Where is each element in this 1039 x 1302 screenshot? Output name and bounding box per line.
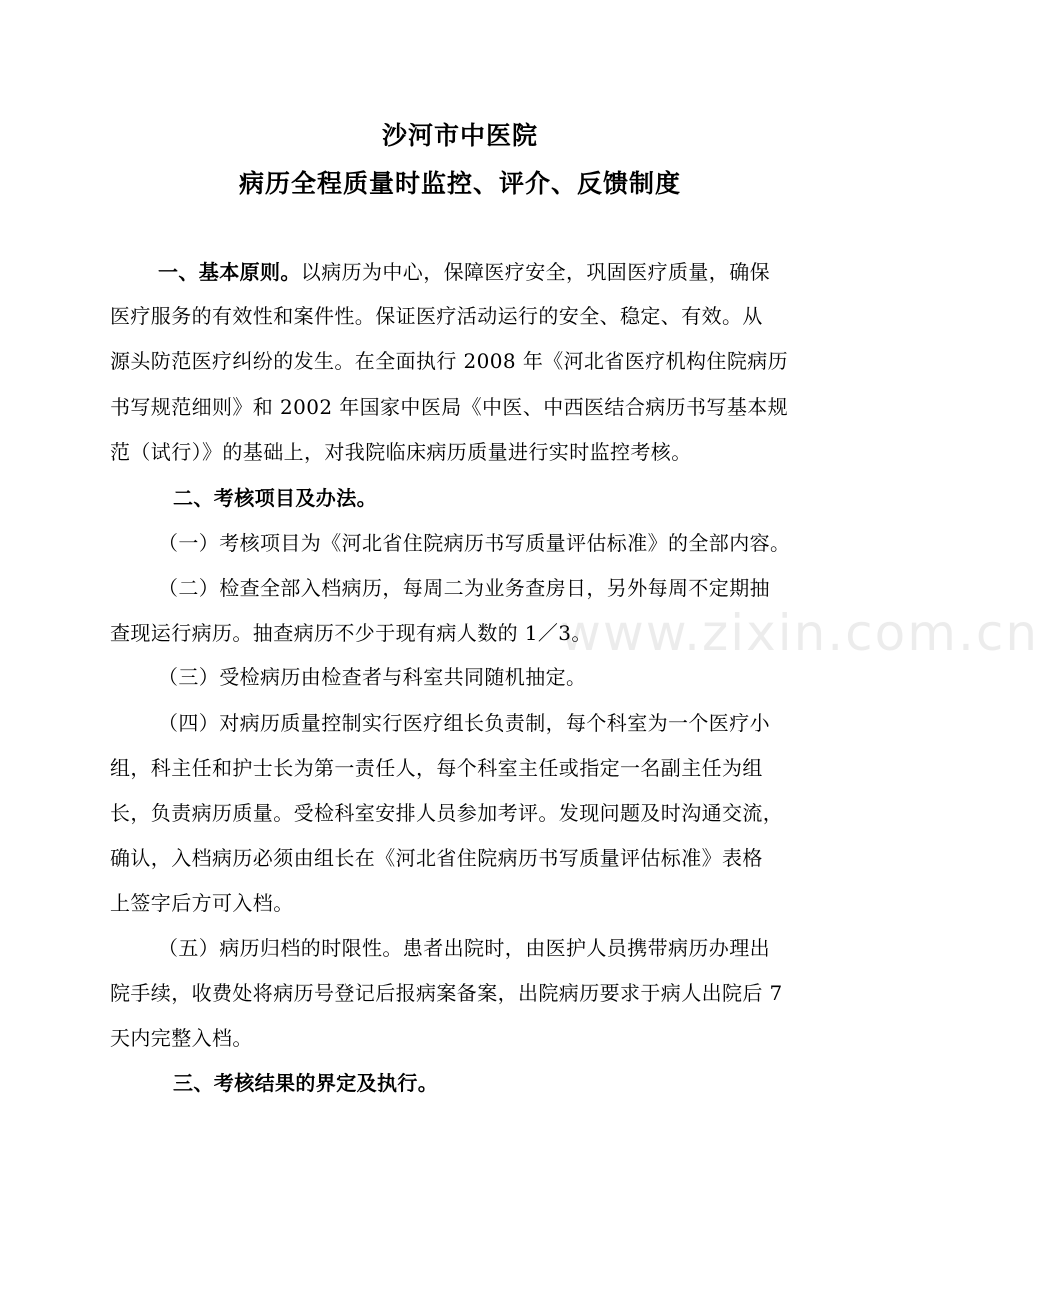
section2-item5-line: 院手续，收费处将病历号登记后报病案备案，出院病历要求于病人出院后 7 (110, 981, 783, 1005)
section1-text: 以病历为中心，保障医疗安全，巩固医疗质量，确保 (300, 260, 771, 284)
watermark: www.zixin.com.cn (560, 604, 1039, 662)
section2-item4-line: 组，科主任和护士长为第一责任人，每个科室主任或指定一名副主任为组 (110, 756, 763, 780)
section2-heading: 二、考核项目及办法。 (173, 486, 377, 510)
section1-first-line (158, 256, 770, 285)
section2-item4-line: （四）对病历质量控制实行医疗组长负责制，每个科室为一个医疗小 (158, 711, 770, 735)
section1-heading: 一、基本原则。 (158, 260, 301, 284)
section1-line: 医疗服务的有效性和案件性。保证医疗活动运行的安全、稳定、有效。从 (110, 304, 763, 328)
section2-item5-line: 天内完整入档。 (110, 1026, 253, 1050)
section2-item3: （三）受检病历由检查者与科室共同随机抽定。 (158, 665, 587, 689)
section2-item2-line: 查现运行病历。抽查病历不少于现有病人数的 1／3。 (110, 621, 592, 645)
section1-line: 书写规范细则》和 2002 年国家中医局《中医、中西医结合病历书写基本规 (110, 395, 789, 419)
section2-item5-line: （五）病历归档的时限性。患者出院时，由医护人员携带病历办理出 (158, 936, 770, 960)
section1-line: 范（试行）》的基础上，对我院临床病历质量进行实时监控考核。 (110, 440, 692, 464)
section1-line: 源头防范医疗纠纷的发生。在全面执行 2008 年《河北省医疗机构住院病历 (110, 349, 789, 373)
document-title: 病历全程质量时监控、评介、反馈制度 (238, 169, 681, 198)
section3-heading: 三、考核结果的界定及执行。 (173, 1071, 439, 1095)
section2-item4-line: 长，负责病历质量。受检科室安排人员参加考评。发现问题及时沟通交流， (110, 801, 784, 825)
section2-item1: （一）考核项目为《河北省住院病历书写质量评估标准》的全部内容。 (158, 531, 791, 555)
section2-item2-line: （二）检查全部入档病历，每周二为业务查房日，另外每周不定期抽 (158, 576, 770, 600)
section2-item4-line: 上签字后方可入档。 (110, 891, 294, 915)
hospital-name-title: 沙河市中医院 (381, 121, 538, 150)
section2-item4-line: 确认，入档病历必须由组长在《河北省住院病历书写质量评估标准》表格 (110, 846, 763, 870)
